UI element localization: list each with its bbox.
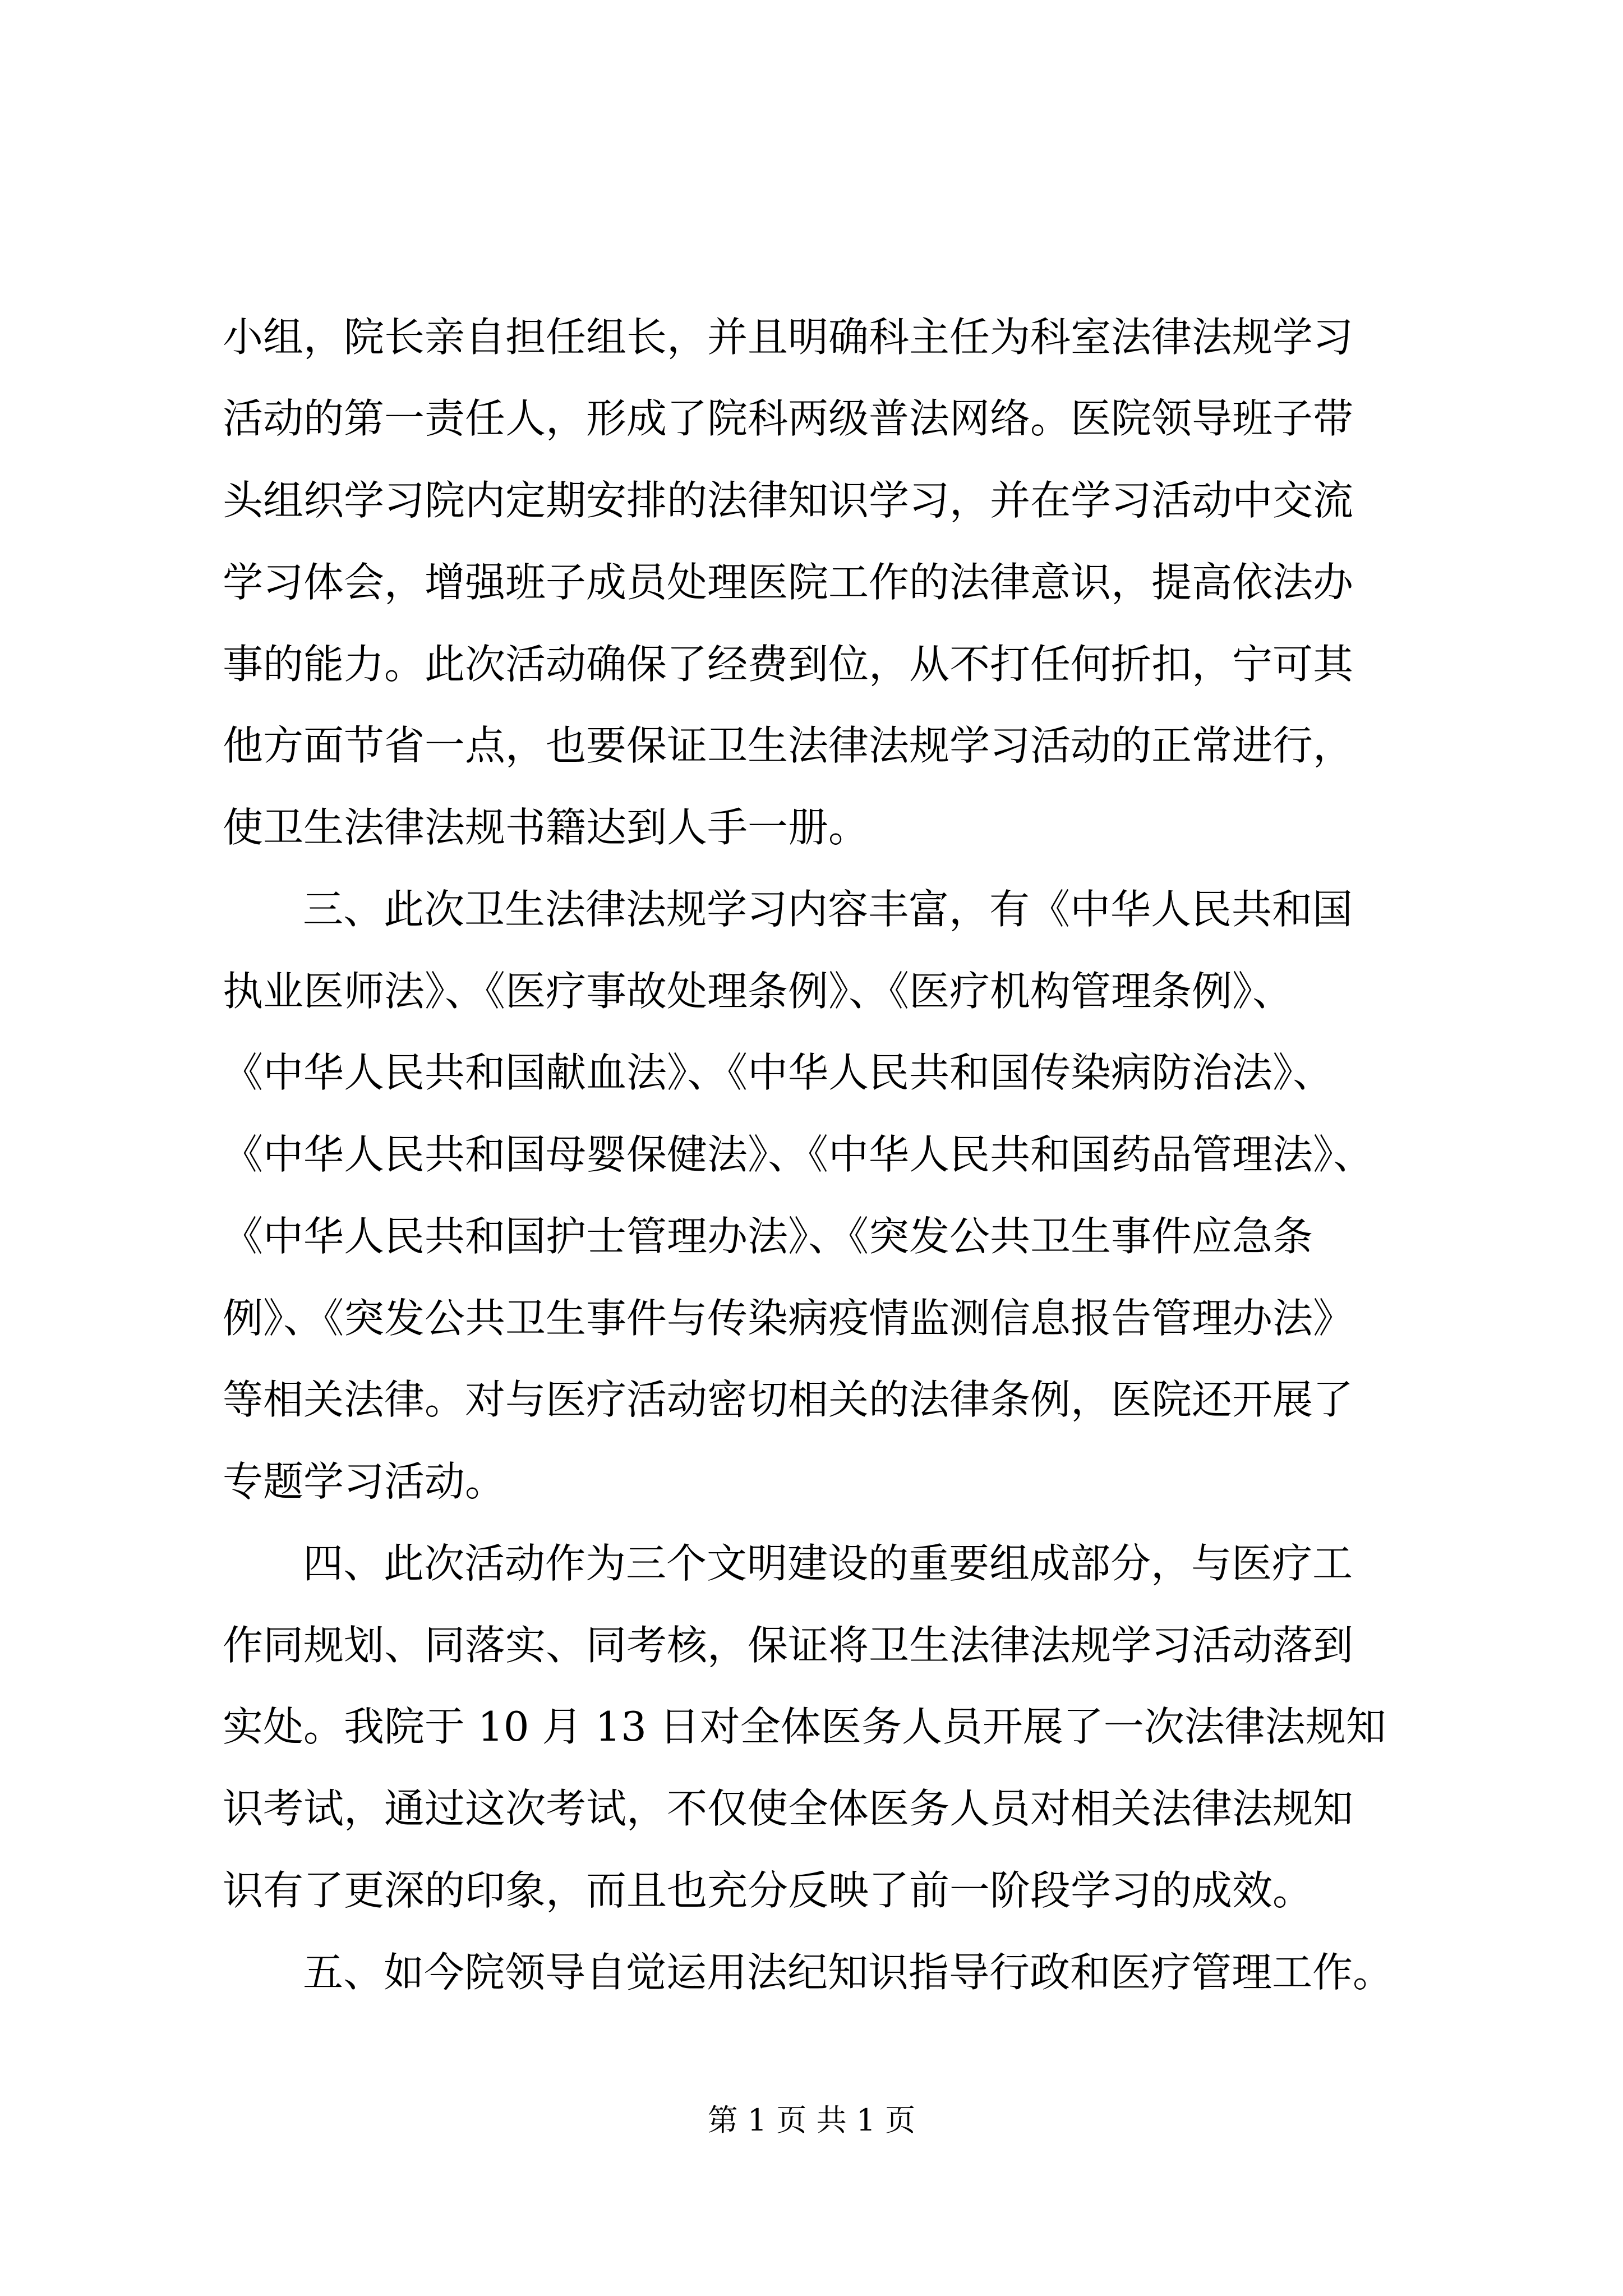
body-line: 实处。我院于 10 月 13 日对全体医务人员开展了一次法律法规知 bbox=[223, 1703, 1386, 1750]
body-line: 学习体会，增强班子成员处理医院工作的法律意识，提高依法办 bbox=[223, 559, 1354, 606]
body-line: 《中华人民共和国母婴保健法》、《中华人民共和国药品管理法》、 bbox=[223, 1131, 1374, 1178]
body-line: 专题学习活动。 bbox=[223, 1458, 506, 1505]
body-line: 使卫生法律法规书籍达到人手一册。 bbox=[223, 804, 869, 851]
paragraph-three-start: 三、此次卫生法律法规学习内容丰富，有《中华人民共和国 bbox=[303, 886, 1353, 933]
body-line: 小组，院长亲自担任组长，并且明确科主任为科室法律法规学习 bbox=[223, 314, 1354, 361]
body-line: 作同规划、同落实、同考核，保证将卫生法律法规学习活动落到 bbox=[223, 1622, 1354, 1669]
body-line: 等相关法律。对与医疗活动密切相关的法律条例，医院还开展了 bbox=[223, 1376, 1354, 1423]
page-footer: 第 1 页 共 1 页 bbox=[707, 2102, 916, 2138]
body-line: 他方面节省一点，也要保证卫生法律法规学习活动的正常进行， bbox=[223, 722, 1354, 769]
body-line: 《中华人民共和国护士管理办法》、《突发公共卫生事件应急条 bbox=[223, 1213, 1313, 1260]
body-line: 头组织学习院内定期安排的法律知识学习，并在学习活动中交流 bbox=[223, 477, 1354, 524]
body-line: 《中华人民共和国献血法》、《中华人民共和国传染病防治法》、 bbox=[223, 1049, 1334, 1096]
paragraph-five-start: 五、如今院领导自觉运用法纪知识指导行政和医疗管理工作。 bbox=[303, 1949, 1394, 1996]
body-line: 执业医师法》、《医疗事故处理条例》、《医疗机构管理条例》、 bbox=[223, 968, 1293, 1015]
body-line: 例》、《突发公共卫生事件与传染病疫情监测信息报告管理办法》 bbox=[223, 1295, 1354, 1342]
paragraph-four-start: 四、此次活动作为三个文明建设的重要组成部分，与医疗工 bbox=[303, 1540, 1353, 1587]
body-line: 事的能力。此次活动确保了经费到位，从不打任何折扣，宁可其 bbox=[223, 641, 1354, 688]
body-line: 活动的第一责任人，形成了院科两级普法网络。医院领导班子带 bbox=[223, 395, 1354, 442]
body-line: 识考试，通过这次考试，不仅使全体医务人员对相关法律法规知 bbox=[223, 1785, 1354, 1832]
body-line: 识有了更深的印象，而且也充分反映了前一阶段学习的成效。 bbox=[223, 1867, 1313, 1914]
